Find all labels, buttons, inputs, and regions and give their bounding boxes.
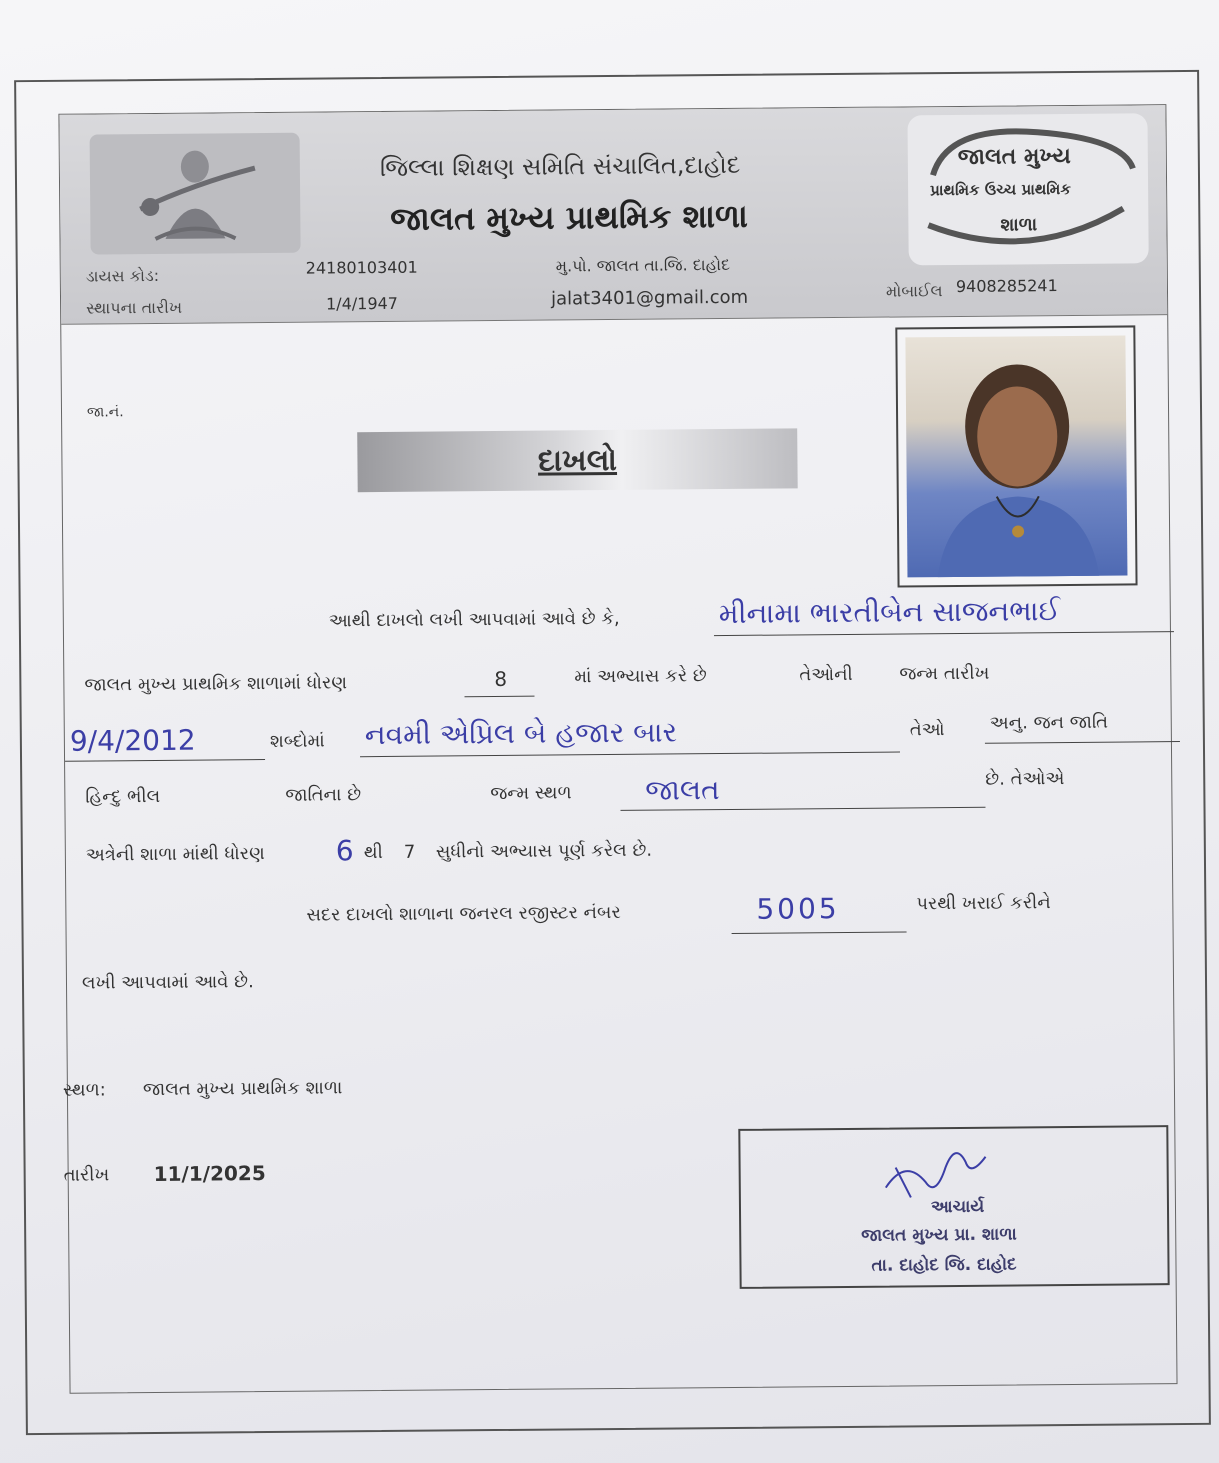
standard-prefix-text: જાલત મુખ્ય પ્રાથમિક શાળામાં ધોરણ bbox=[84, 672, 348, 696]
standard-underline bbox=[465, 696, 535, 698]
principal-signature-box bbox=[738, 1125, 1169, 1289]
principal-title: આચાર્ય bbox=[930, 1196, 985, 1218]
category-value: અનુ. જન જાતિ bbox=[989, 711, 1109, 734]
header-subtitle: જિલ્લા શિક્ષણ સમિતિ સંચાલિત,દાહોદ bbox=[379, 150, 741, 183]
in-words-label: શબ્દોમાં bbox=[269, 730, 325, 752]
certificate-sheet bbox=[14, 70, 1211, 1435]
birth-date-in-words: નવમી એપ્રિલ બે હજાર બાર bbox=[364, 715, 678, 752]
previous-study-text: અત્રેની શાળા માંથી ધોરણ bbox=[85, 843, 265, 866]
intro-text: આથી દાખલો લખી આપવામાં આવે છે કે, bbox=[328, 607, 620, 632]
birth-date-underline bbox=[65, 759, 265, 762]
caste-value: હિન્દુ ભીલ bbox=[85, 785, 161, 808]
student-name-underline bbox=[714, 631, 1174, 636]
dise-code-label: ડાયસ કોડ: bbox=[85, 265, 160, 286]
studying-text: માં અભ્યાસ કરે છે bbox=[574, 665, 707, 688]
from-to-text: થી bbox=[363, 842, 383, 864]
established-date: 1/4/1947 bbox=[325, 293, 399, 314]
register-number-value: 5005 bbox=[756, 892, 840, 926]
caste-suffix-text: જાતિના છે bbox=[285, 784, 362, 806]
to-standard-value: 7 bbox=[403, 841, 416, 863]
logo-line-2: પ્રાથમિક ઉચ્ચ પ્રાથમિક bbox=[930, 179, 1071, 200]
birth-date-value: 9/4/2012 bbox=[69, 723, 196, 758]
from-standard-value: 6 bbox=[335, 834, 354, 868]
certificate-header bbox=[59, 105, 1167, 325]
logo-line-3: શાળા bbox=[1000, 214, 1038, 236]
reference-number-label: જા.નં. bbox=[86, 404, 124, 421]
logo-line-1: જાલત મુખ્ય bbox=[957, 143, 1071, 170]
study-completed-text: સુધીનો અભ્યાસ પૂર્ણ કરેલ છે. bbox=[435, 839, 653, 863]
birth-date-words-underline bbox=[360, 751, 900, 757]
place-value: જાલત મુખ્ય પ્રાથમિક શાળા bbox=[142, 1077, 343, 1101]
principal-school: જાલત મુખ્ય પ્રા. શાળા bbox=[861, 1224, 1017, 1246]
issued-text: લખી આપવામાં આવે છે. bbox=[81, 971, 254, 994]
line4-end-text: છે. તેઓએ bbox=[985, 768, 1065, 790]
place-label: સ્થળ: bbox=[62, 1079, 106, 1101]
saraswati-emblem-icon bbox=[90, 133, 301, 255]
school-email: jalat3401@gmail.com bbox=[550, 286, 749, 310]
birthplace-label: જન્મ સ્થળ bbox=[490, 782, 572, 805]
student-name: મીનામા ભારતીબેન સાજનભાઈ bbox=[718, 594, 1061, 631]
school-name-title: જાલત મુખ્ય પ્રાથમિક શાળા bbox=[390, 196, 748, 238]
verified-text: પરથી ખરાઈ કરીને bbox=[916, 892, 1051, 915]
issue-date-value: 11/1/2025 bbox=[153, 1161, 266, 1187]
mobile-number: 9408285241 bbox=[955, 276, 1058, 296]
certificate-inner-border bbox=[58, 104, 1177, 1394]
birth-date-label: જન્મ તારીખ bbox=[899, 662, 990, 685]
dise-code-value: 24180103401 bbox=[305, 257, 418, 278]
birthplace-value: જાલત bbox=[645, 773, 720, 807]
school-address: મુ.પો. જાલત તા.જિ. દાહોદ bbox=[555, 254, 731, 276]
school-logo bbox=[907, 113, 1148, 265]
student-photo bbox=[895, 325, 1137, 587]
standard-value: 8 bbox=[494, 666, 508, 692]
their-text: તેઓની bbox=[799, 663, 853, 686]
category-underline bbox=[985, 741, 1180, 744]
issue-date-label: તારીખ bbox=[63, 1164, 110, 1186]
certificate-title-band bbox=[357, 428, 798, 492]
register-number-underline bbox=[732, 931, 907, 934]
they-label: તેઓ bbox=[909, 719, 945, 741]
principal-location: તા. દાહોદ જિ. દાહોદ bbox=[871, 1254, 1017, 1276]
established-label: સ્થાપના તારીખ bbox=[86, 297, 183, 318]
register-text: સદર દાખલો શાળાના જનરલ રજીસ્ટર નંબર bbox=[306, 901, 621, 926]
student-photo-image bbox=[905, 336, 1127, 578]
mobile-label: મોબાઈલ bbox=[885, 281, 943, 301]
certificate-title: દાખલો bbox=[537, 442, 618, 479]
